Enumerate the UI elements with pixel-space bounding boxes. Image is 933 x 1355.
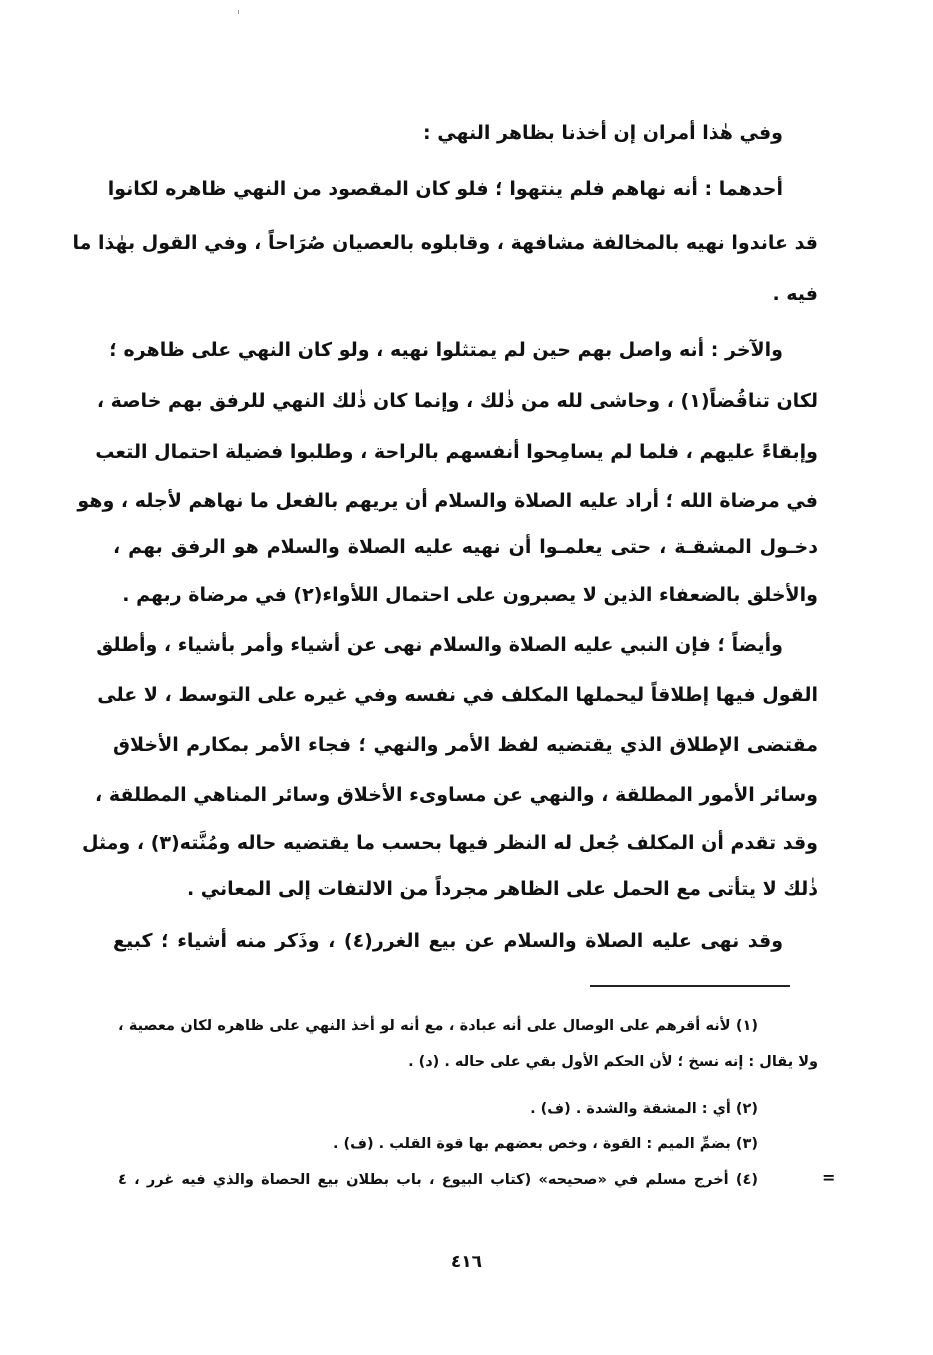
body-line: والأخلق بالضعفاء الذين لا يصبرون على احتمال اللأواء(٢) في مرضاة ربهم . — [122, 584, 818, 606]
scan-mark — [238, 10, 239, 14]
body-line: قد عاندوا نهيه بالمخالفة مشافهة ، وقابلوه بالعصيان صُرَاحاً ، وفي القول بهٰذا ما — [72, 232, 818, 254]
continuation-mark: = — [822, 1168, 836, 1187]
footnote: (٢) أي : المشقة والشدة . (ف) . — [530, 1101, 758, 1117]
body-line: وقد نهى عليه الصلاة والسلام عن بيع الغرر(٤) ، وذَكر منه أشياء ؛ كبيع — [113, 930, 784, 952]
body-line: فيه . — [772, 283, 818, 305]
body-line: القول فيها إطلاقاً ليحملها المكلف في نفسه وفي غيره على التوسط ، لا على — [97, 684, 818, 706]
footnote: (١) لأنه أقرهم على الوصال على أنه عبادة ، مع أنه لو أخذ النهي على ظاهره لكان معصية ، — [118, 1018, 758, 1034]
page-number: ٤١٦ — [450, 1252, 483, 1272]
body-line: وقد تقدم أن المكلف جُعل له النظر فيها بحسب ما يقتضيه حاله ومُنَّته(٣) ، ومثل — [81, 832, 818, 854]
body-line: مقتضى الإطلاق الذي يقتضيه لفظ الأمر والنهي ؛ فجاء الأمر بمكارم الأخلاق — [113, 734, 818, 756]
footnote-separator — [590, 985, 790, 987]
footnote: (٣) بضمِّ الميم : القوة ، وخص بعضهم بها قوة القلب . (ف) . — [332, 1136, 758, 1152]
body-line: والآخر : أنه واصل بهم حين لم يمتثلوا نهيه ، ولو كان النهي على ظاهره ؛ — [109, 339, 783, 361]
body-line: ذٰلك لا يتأتى مع الحمل على الظاهر مجرداً من الالتفات إلى المعاني . — [186, 878, 818, 900]
footnote: (٤) أخرج مسلم في «صحيحه» (كتاب البيوع ، باب بطلان بيع الحصاة والذي فيه غرر ، ٤ — [118, 1172, 758, 1188]
footnote: ولا يقال : إنه نسخ ؛ لأن الحكم الأول بقي على حاله . (د) . — [408, 1054, 818, 1070]
body-line: وإبقاءً عليهم ، فلما لم يسامِحوا أنفسهم بالراحة ، وطلبوا فضيلة احتمال التعب — [95, 441, 818, 463]
body-line: أحدهما : أنه نهاهم فلم ينتهوا ؛ فلو كان المقصود من النهي ظاهره لكانوا — [107, 178, 783, 200]
body-line: وفي هٰذا أمران إن أخذنا بظاهر النهي : — [423, 122, 783, 144]
body-line: وسائر الأمور المطلقة ، والنهي عن مساوىء الأخلاق وسائر المناهي المطلقة ، — [95, 784, 818, 806]
body-line: وأيضاً ؛ فإن النبي عليه الصلاة والسلام نهى عن أشياء وأمر بأشياء ، وأطلق — [96, 634, 783, 656]
body-line: لكان تناقُضاً(١) ، وحاشى لله من ذٰلك ، وإنما كان ذٰلك النهي للرفق بهم خاصة ، — [96, 390, 818, 412]
body-line: في مرضاة الله ؛ أراد عليه الصلاة والسلام أن يريهم بالفعل ما نهاهم لأجله ، وهو — [77, 490, 818, 512]
body-line: دخـول المشقـة ، حتى يعلمـوا أن نهيه عليه الصلاة والسلام هو الرفق بهم ، — [113, 536, 818, 558]
